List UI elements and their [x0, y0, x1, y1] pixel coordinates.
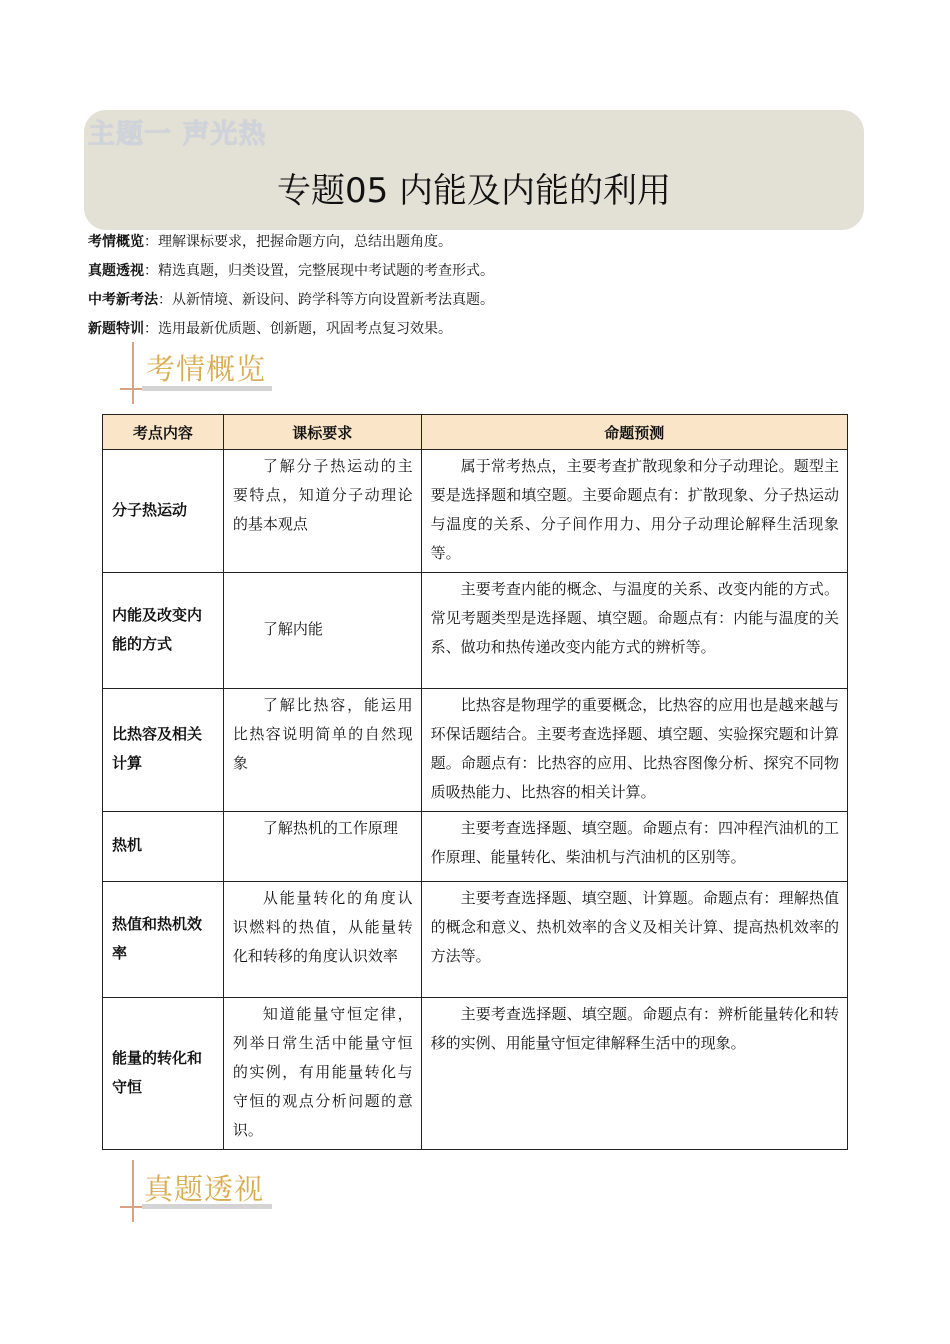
topic-cell: 内能及改变内能的方式 [103, 573, 224, 689]
table-row [103, 812, 848, 882]
topic-cell: 热值和热机效率 [103, 882, 224, 998]
table-row [103, 998, 848, 1150]
table-row [103, 573, 848, 689]
topic-cell: 热机 [103, 812, 224, 882]
intro-label: 新题特训 [88, 321, 144, 337]
intro-label: 真题透视 [88, 263, 144, 279]
requirement-cell: 了解分子热运动的主要特点，知道分子动理论的基本观点 [223, 450, 421, 573]
section-heading-overview [120, 342, 280, 406]
intro-text: ：选用最新优质题、创新题，巩固考点复习效果。 [144, 321, 452, 337]
prediction-cell: 比热容是物理学的重要概念，比热容的应用也是越来越与环保话题结合。主要考查选择题、填空题、实验探究题和计算题。命题点有：比热容的应用、比热容图像分析、探究不同物质吸热能力、比热容的相关计算。 [421, 689, 847, 812]
section-title: 考情概览 [146, 352, 267, 386]
intro-text: ：理解课标要求，把握命题方向，总结出题角度。 [144, 234, 452, 250]
theme-label: 主题一 声光热 [88, 119, 267, 150]
table-row [103, 882, 848, 998]
requirement-cell: 从能量转化的角度认识燃料的热值，从能量转化和转移的角度认识效率 [223, 882, 421, 998]
section-title: 真题透视 [144, 1172, 265, 1206]
prediction-cell: 主要考查内能的概念、与温度的关系、改变内能的方式。常见考题类型是选择题、填空题。命题点有：内能与温度的关系、做功和热传递改变内能方式的辨析等。 [421, 573, 847, 689]
heading-accent-vertical [132, 1160, 134, 1222]
prediction-cell: 主要考查选择题、填空题。命题点有：四冲程汽油机的工作原理、能量转化、柴油机与汽油机的区别等。 [421, 812, 847, 882]
requirement-cell: 了解比热容，能运用比热容说明简单的自然现象 [223, 689, 421, 812]
column-header: 考点内容 [103, 415, 224, 450]
section-heading-exam [120, 1160, 280, 1224]
topic-cell: 分子热运动 [103, 450, 224, 573]
prediction-cell: 主要考查选择题、填空题。命题点有：辨析能量转化和转移的实例、用能量守恒定律解释生活中的现象。 [421, 998, 847, 1150]
intro-line [88, 315, 494, 344]
column-header: 课标要求 [223, 415, 421, 450]
exam-overview-table [102, 414, 848, 1150]
intro-text: ：精选真题，归类设置，完整展现中考试题的考查形式。 [144, 263, 494, 279]
intro-line [88, 228, 494, 257]
requirement-cell: 知道能量守恒定律，列举日常生活中能量守恒的实例，有用能量转化与守恒的观点分析问题的意识。 [223, 998, 421, 1150]
prediction-cell: 属于常考热点，主要考查扩散现象和分子动理论。题型主要是选择题和填空题。主要命题点有：扩散现象、分子热运动与温度的关系、分子间作用力、用分子动理论解释生活现象等。 [421, 450, 847, 573]
table-row [103, 450, 848, 573]
intro-block [88, 228, 494, 344]
topic-cell: 比热容及相关计算 [103, 689, 224, 812]
table-header-row [103, 415, 848, 450]
intro-text: ：从新情境、新设问、跨学科等方向设置新考法真题。 [158, 292, 494, 308]
intro-label: 中考新考法 [88, 292, 158, 308]
topic-cell: 能量的转化和守恒 [103, 998, 224, 1150]
intro-line [88, 257, 494, 286]
column-header: 命题预测 [421, 415, 847, 450]
requirement-cell: 了解内能 [223, 573, 421, 689]
page-title: 专题05 内能及内能的利用 [276, 171, 672, 211]
intro-label: 考情概览 [88, 234, 144, 250]
prediction-cell: 主要考查选择题、填空题、计算题。命题点有：理解热值的概念和意义、热机效率的含义及相关计算、提高热机效率的方法等。 [421, 882, 847, 998]
heading-accent-vertical [132, 342, 134, 404]
intro-line [88, 286, 494, 315]
requirement-cell: 了解热机的工作原理 [223, 812, 421, 882]
table-row [103, 689, 848, 812]
